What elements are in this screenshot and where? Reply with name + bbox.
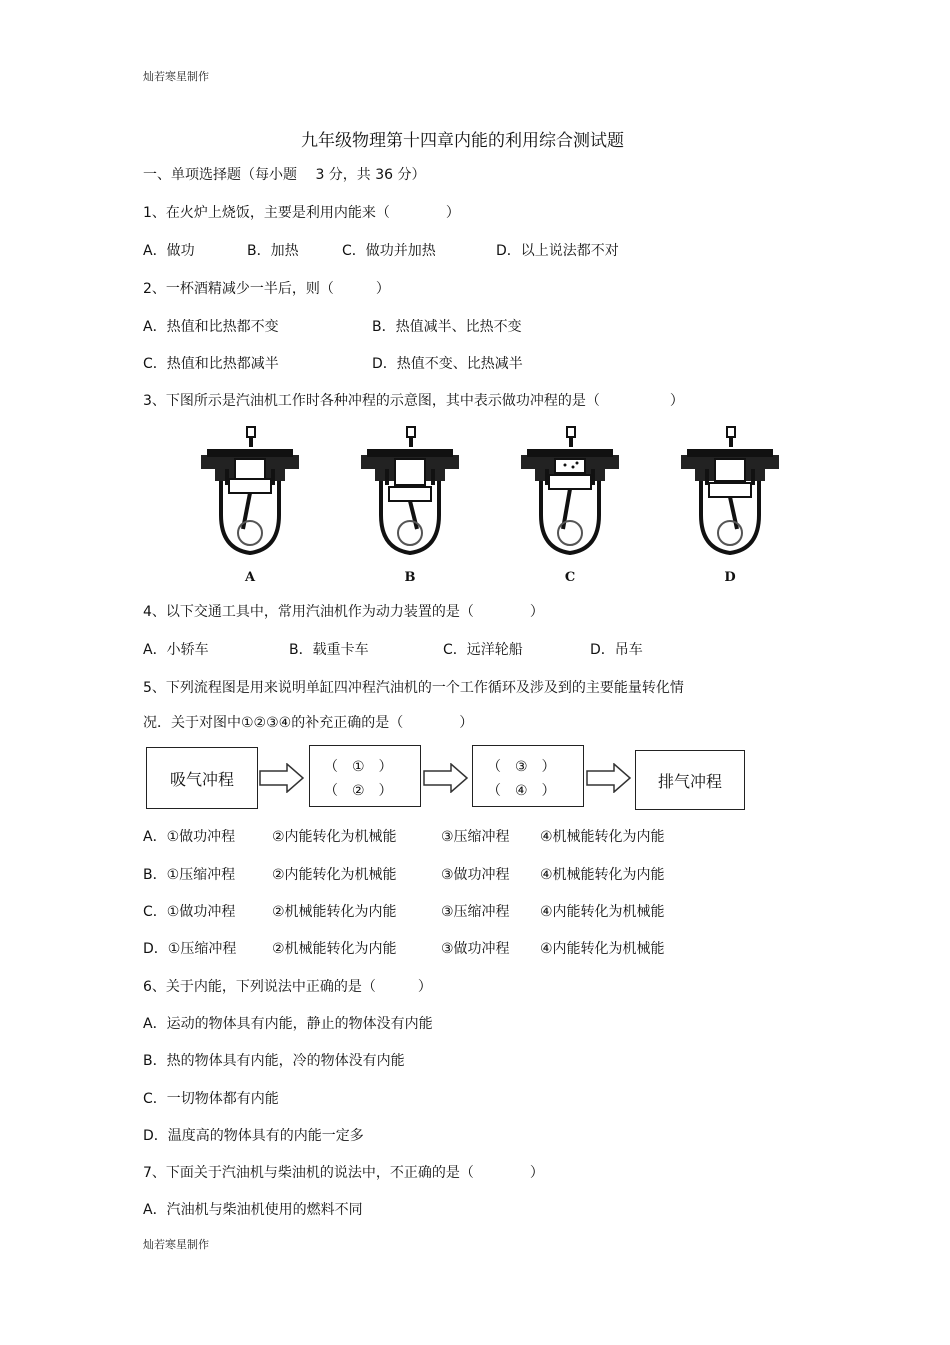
- q6-option-d: D．温度高的物体具有的内能一定多: [143, 1128, 364, 1144]
- flow-slot-1: （ ① ）: [324, 759, 393, 775]
- engine-stroke-figure: [190, 425, 790, 585]
- q4-option-b: B．载重卡车: [289, 642, 369, 658]
- q1-option-b: B．加热: [247, 243, 299, 259]
- engine-diagram-c: [515, 425, 625, 585]
- q5-option-c-3: ③压缩冲程: [441, 904, 510, 920]
- q5-option-d-3: ③做功冲程: [441, 941, 510, 957]
- flow-box-stroke-2: [309, 745, 421, 807]
- q1-option-c: C．做功并加热: [342, 243, 436, 259]
- q5-option-c-4: ④内能转化为机械能: [540, 904, 665, 920]
- flow-slot-4: （ ④ ）: [487, 783, 556, 799]
- engine-label-c: C: [564, 570, 576, 585]
- flow-arrow-2: [423, 763, 469, 793]
- question-5-stem-line1: 5、下列流程图是用来说明单缸四冲程汽油机的一个工作循环及涉及到的主要能量转化情: [143, 680, 684, 696]
- q4-option-d: D．吊车: [590, 642, 643, 658]
- q5-option-a-4: ④机械能转化为内能: [540, 829, 665, 845]
- q5-option-c-2: ②机械能转化为内能: [272, 904, 397, 920]
- q5-option-d-4: ④内能转化为机械能: [540, 941, 665, 957]
- q2-option-b: B．热值减半、比热不变: [372, 319, 522, 335]
- q5-option-a-2: ②内能转化为机械能: [272, 829, 397, 845]
- q5-option-d-2: ②机械能转化为内能: [272, 941, 397, 957]
- q2-option-d: D．热值不变、比热减半: [372, 356, 523, 372]
- q1-option-d: D．以上说法都不对: [496, 243, 619, 259]
- question-2-stem: 2、一杯酒精减少一半后，则（ ）: [143, 281, 390, 297]
- q2-option-c: C．热值和比热都减半: [143, 356, 279, 372]
- flow-slot-3: （ ③ ）: [487, 759, 556, 775]
- question-4-stem: 4、以下交通工具中，常用汽油机作为动力装置的是（ ）: [143, 604, 544, 620]
- question-5-stem-line2: 况．关于对图中①②③④的补充正确的是（ ）: [143, 715, 474, 731]
- q1-option-a: A．做功: [143, 243, 195, 259]
- q2-option-a: A．热值和比热都不变: [143, 319, 279, 335]
- q4-option-c: C．远洋轮船: [443, 642, 523, 658]
- engine-label-a: A: [244, 570, 256, 585]
- engine-label-d: D: [724, 570, 736, 585]
- page-title: 九年级物理第十四章内能的利用综合测试题: [301, 131, 624, 151]
- q6-option-a: A．运动的物体具有内能，静止的物体没有内能: [143, 1016, 433, 1032]
- flow-box-exhaust: [635, 750, 745, 810]
- q5-option-b-1: B．①压缩冲程: [143, 867, 236, 883]
- question-3-stem: 3、下图所示是汽油机工作时各种冲程的示意图，其中表示做功冲程的是（ ）: [143, 393, 684, 409]
- page-header: 灿若寒星制作: [143, 70, 209, 83]
- question-7-stem: 7、下面关于汽油机与柴油机的说法中，不正确的是（ ）: [143, 1165, 544, 1181]
- flow-intake-label: 吸气冲程: [169, 770, 234, 789]
- engine-diagram-a: [195, 425, 305, 585]
- flow-box-intake: [146, 747, 258, 809]
- section-heading: 一、单项选择题（每小题 3 分，共 36 分）: [143, 167, 426, 183]
- engine-diagram-b: [355, 425, 465, 585]
- q5-option-a-1: A．①做功冲程: [143, 829, 236, 845]
- flow-arrow-3: [586, 763, 632, 793]
- q7-option-a: A．汽油机与柴油机使用的燃料不同: [143, 1202, 363, 1218]
- q4-option-a: A．小轿车: [143, 642, 209, 658]
- flow-arrow-1: [259, 763, 305, 793]
- q5-option-b-3: ③做功冲程: [441, 867, 510, 883]
- q5-option-d-1: D．①压缩冲程: [143, 941, 237, 957]
- engine-label-b: B: [404, 570, 416, 585]
- question-1-stem: 1、在火炉上烧饭，主要是利用内能来（ ）: [143, 205, 460, 221]
- q5-option-c-1: C．①做功冲程: [143, 904, 236, 920]
- q5-option-a-3: ③压缩冲程: [441, 829, 510, 845]
- flow-slot-2: （ ② ）: [324, 783, 393, 799]
- q6-option-c: C．一切物体都有内能: [143, 1091, 279, 1107]
- question-6-stem: 6、关于内能，下列说法中正确的是（ ）: [143, 979, 432, 995]
- q6-option-b: B．热的物体具有内能，冷的物体没有内能: [143, 1053, 405, 1069]
- flow-box-stroke-3: [472, 745, 584, 807]
- flow-exhaust-label: 排气冲程: [657, 772, 722, 791]
- engine-diagram-d: [675, 425, 785, 585]
- page-footer: 灿若寒星制作: [143, 1238, 209, 1251]
- q5-option-b-4: ④机械能转化为内能: [540, 867, 665, 883]
- q5-option-b-2: ②内能转化为机械能: [272, 867, 397, 883]
